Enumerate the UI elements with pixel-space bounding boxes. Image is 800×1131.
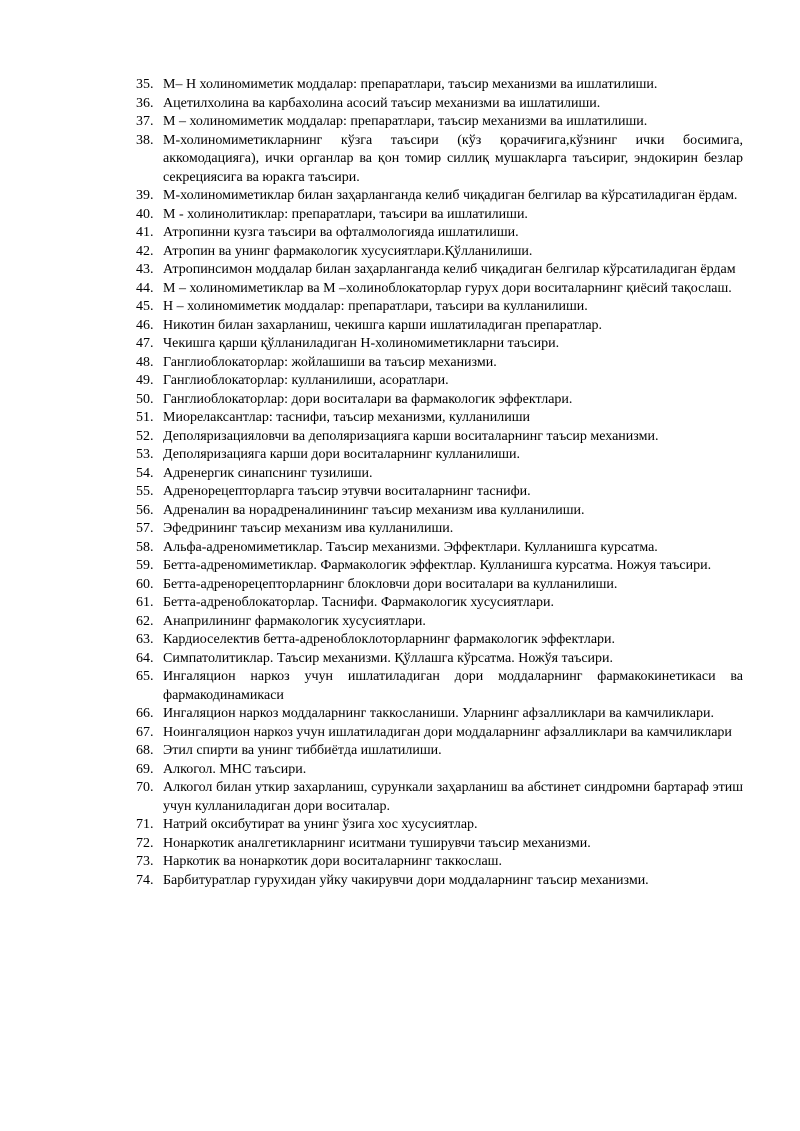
item-text: Деполяризацияловчи ва деполяризацияга карши воситаларнинг таъсир механизми. bbox=[163, 428, 659, 444]
item-text: Ганглиоблокаторлар: кулланилиши, асоратлари. bbox=[163, 373, 449, 388]
list-item bbox=[136, 446, 743, 465]
item-text: Ингаляцион наркоз учун ишлатиладиган дори моддаларнинг фармакокинетикаси ва фармакодинамикаси bbox=[163, 669, 743, 703]
item-number: 67. bbox=[136, 724, 154, 740]
item-text: Симпатолитиклар. Таъсир механизми. Қўллашга кўрсатма. Ножўя таъсири. bbox=[163, 650, 614, 666]
list-item bbox=[136, 354, 743, 373]
list-item bbox=[136, 668, 743, 705]
item-text: Атропин ва унинг фармакологик хусусиятлари.Қўлланилиши. bbox=[163, 243, 533, 259]
list-item bbox=[136, 650, 743, 669]
item-text: Чекишга қарши қўлланиладиган Н-холиномиметикларни таъсири. bbox=[163, 336, 560, 351]
item-number: 62. bbox=[136, 613, 154, 629]
item-number: 44. bbox=[136, 280, 154, 296]
list-item bbox=[136, 187, 743, 206]
list-item bbox=[136, 243, 743, 262]
list-item bbox=[136, 576, 743, 595]
item-number: 46. bbox=[136, 317, 154, 333]
list-item bbox=[136, 428, 743, 447]
item-number: 63. bbox=[136, 632, 154, 647]
list-item bbox=[136, 298, 743, 317]
list-item bbox=[136, 724, 743, 743]
item-text: Атропинсимон моддалар билан заҳарланганда келиб чиқадиган белгилар кўрсатиладиган ёрдам bbox=[163, 262, 736, 277]
item-number: 48. bbox=[136, 354, 154, 370]
item-number: 60. bbox=[136, 576, 154, 592]
item-text: Кардиоселектив бетта-адреноблоклоторларнинг фармакологик эффектлари. bbox=[163, 632, 616, 647]
item-text: Адреналин ва норадреналинининг таъсир механизм ива кулланилиши. bbox=[163, 502, 585, 518]
item-number: 54. bbox=[136, 465, 154, 481]
item-number: 52. bbox=[136, 428, 154, 444]
list-item bbox=[136, 372, 743, 391]
item-text: Анаприлининг фармакологик хусусиятлари. bbox=[163, 613, 426, 629]
item-text: Альфа-адреномиметиклар. Таъсир механизми. Эффектлари. Кулланишга курсатма. bbox=[163, 539, 658, 555]
list-item bbox=[136, 335, 743, 354]
item-number: 70. bbox=[136, 780, 154, 795]
item-text: Никотин билан захарланиш, чекишга карши ишлатиладиган препаратлар. bbox=[163, 317, 603, 333]
item-number: 68. bbox=[136, 743, 154, 758]
question-list bbox=[136, 76, 743, 890]
list-item bbox=[136, 206, 743, 225]
item-number: 56. bbox=[136, 502, 154, 518]
item-number: 35. bbox=[136, 77, 154, 92]
item-number: 71. bbox=[136, 817, 154, 832]
item-number: 45. bbox=[136, 299, 154, 314]
item-text: Бетта-адреномиметиклар. Фармакологик эффектлар. Кулланишга курсатма. Ножуя таъсири. bbox=[163, 558, 712, 573]
item-text: Ацетилхолина ва карбахолина асосий таъсир механизми ва ишлатилиши. bbox=[163, 95, 601, 111]
item-number: 58. bbox=[136, 539, 154, 555]
item-text: Наркотик ва нонаркотик дори воситаларнинг таккослаш. bbox=[163, 854, 502, 869]
list-item bbox=[136, 705, 743, 724]
item-text: Бетта-адренорецепторларнинг блокловчи дори воситалари ва кулланилиши. bbox=[163, 576, 618, 592]
list-item bbox=[136, 631, 743, 650]
item-text: Адренорецепторларга таъсир этувчи воситаларнинг таснифи. bbox=[163, 484, 531, 499]
list-item bbox=[136, 95, 743, 114]
item-text: М – холиномиметиклар ва М –холиноблокаторлар гурух дори воситаларнинг қиёсий тақослаш. bbox=[163, 280, 732, 296]
list-item bbox=[136, 539, 743, 558]
list-item bbox=[136, 779, 743, 816]
list-item bbox=[136, 816, 743, 835]
list-item bbox=[136, 520, 743, 539]
item-number: 61. bbox=[136, 595, 154, 610]
item-text: Атропинни кузга таъсири ва офталмологияда ишлатилиши. bbox=[163, 225, 519, 240]
item-number: 57. bbox=[136, 521, 154, 536]
item-number: 39. bbox=[136, 188, 154, 203]
item-text: Натрий оксибутират ва унинг ўзига хос хусусиятлар. bbox=[163, 817, 478, 832]
item-number: 49. bbox=[136, 373, 154, 388]
list-item bbox=[136, 872, 743, 891]
item-text: Ганглиоблокаторлар: дори воситалари ва фармакологик эффектлари. bbox=[163, 391, 573, 407]
list-item bbox=[136, 761, 743, 780]
item-number: 53. bbox=[136, 447, 154, 462]
list-item bbox=[136, 391, 743, 410]
item-text: Ноингаляцион наркоз учун ишлатиладиган дори моддаларнинг афзалликлари ва камчиликлари bbox=[163, 724, 732, 740]
list-item bbox=[136, 280, 743, 299]
item-number: 47. bbox=[136, 336, 154, 351]
item-number: 55. bbox=[136, 484, 154, 499]
list-item bbox=[136, 224, 743, 243]
list-item bbox=[136, 409, 743, 428]
item-text: Этил спирти ва унинг тиббиётда ишлатилиши. bbox=[163, 743, 442, 758]
list-item bbox=[136, 317, 743, 336]
item-number: 66. bbox=[136, 706, 154, 721]
list-item bbox=[136, 742, 743, 761]
list-item bbox=[136, 853, 743, 872]
item-number: 36. bbox=[136, 95, 154, 111]
list-item bbox=[136, 557, 743, 576]
list-item bbox=[136, 132, 743, 188]
list-item bbox=[136, 613, 743, 632]
list-item bbox=[136, 502, 743, 521]
item-text: Алкогол билан уткир захарланиш, сурункали заҳарланиш ва абстинет синдромни бартараф этиш учун кулланиладиган дори воситалар. bbox=[163, 780, 743, 814]
item-number: 69. bbox=[136, 761, 154, 777]
item-number: 42. bbox=[136, 243, 154, 259]
item-text: Адренергик синапснинг тузилиши. bbox=[163, 465, 373, 481]
item-text: Эфедрининг таъсир механизм ива кулланилиши. bbox=[163, 521, 454, 536]
item-text: М – холиномиметик моддалар: препаратлари, таъсир механизми ва ишлатилиши. bbox=[163, 114, 648, 129]
item-number: 72. bbox=[136, 835, 154, 851]
item-text: М-холиномиметикларнинг кўзга таъсири (кўз қорачиғига,кўзнинг ички босимига, аккомодацияга), ички органлар ва қон томир силлиқ мушакларга таъсириг, эндокирин безлар секрециясига ва юракга таъсири. bbox=[163, 132, 743, 185]
item-number: 64. bbox=[136, 650, 154, 666]
list-item bbox=[136, 113, 743, 132]
item-number: 41. bbox=[136, 225, 154, 240]
item-text: Алкогол. МНС таъсири. bbox=[163, 761, 307, 777]
item-text: Ингаляцион наркоз моддаларнинг таккосланиши. Уларнинг афзалликлари ва камчиликлари. bbox=[163, 706, 714, 721]
item-text: М– Н холиномиметик моддалар: препаратлари, таъсир механизми ва ишлатилиши. bbox=[163, 77, 658, 92]
list-item bbox=[136, 594, 743, 613]
item-number: 73. bbox=[136, 854, 154, 869]
item-number: 37. bbox=[136, 114, 154, 129]
item-number: 74. bbox=[136, 872, 154, 888]
item-number: 51. bbox=[136, 410, 154, 425]
item-text: Бетта-адреноблокаторлар. Таснифи. Фармакологик хусусиятлари. bbox=[163, 595, 554, 610]
item-number: 65. bbox=[136, 669, 154, 684]
list-item bbox=[136, 76, 743, 95]
item-number: 50. bbox=[136, 391, 154, 407]
item-number: 43. bbox=[136, 262, 154, 277]
item-text: Нонаркотик аналгетикларнинг иситмани туширувчи таъсир механизми. bbox=[163, 835, 591, 851]
list-item bbox=[136, 835, 743, 854]
item-text: Ганглиоблокаторлар: жойлашиши ва таъсир механизми. bbox=[163, 354, 497, 370]
list-item bbox=[136, 465, 743, 484]
list-item bbox=[136, 261, 743, 280]
item-number: 59. bbox=[136, 558, 154, 573]
item-number: 40. bbox=[136, 206, 154, 222]
list-item bbox=[136, 483, 743, 502]
item-text: Миорелаксантлар: таснифи, таъсир механизми, кулланилиши bbox=[163, 410, 530, 425]
item-text: Н – холиномиметик моддалар: препаратлари, таъсири ва кулланилиши. bbox=[163, 299, 588, 314]
item-text: Деполяризацияга карши дори воситаларнинг кулланилиши. bbox=[163, 447, 520, 462]
item-number: 38. bbox=[136, 132, 154, 148]
item-text: Барбитуратлар гурухидан уйку чакирувчи дори моддаларнинг таъсир механизми. bbox=[163, 872, 649, 888]
item-text: М-холиномиметиклар билан заҳарланганда келиб чиқадиган белгилар ва кўрсатиладиган ёрдам. bbox=[163, 188, 738, 203]
item-text: М - холинолитиклар: препаратлари, таъсири ва ишлатилиши. bbox=[163, 206, 528, 222]
